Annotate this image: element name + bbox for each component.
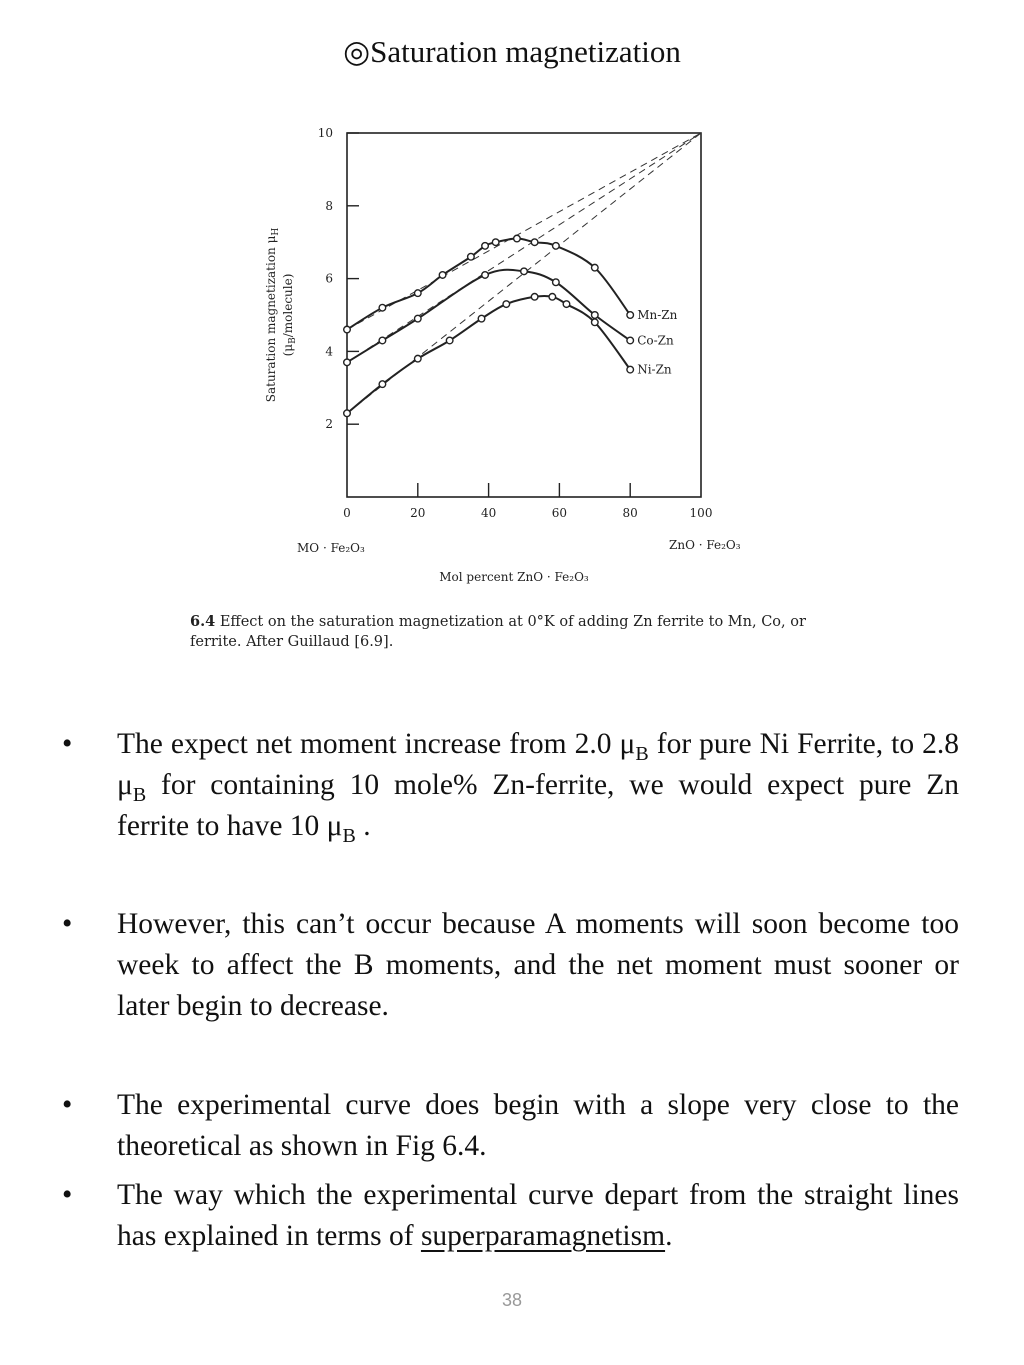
data-point <box>439 272 446 279</box>
theoretical-line <box>347 133 701 362</box>
data-point <box>415 290 422 297</box>
x-tick-label: 20 <box>410 506 426 520</box>
data-point <box>553 243 560 250</box>
y-axis-unit-label: $(\mu_B/molecule)$ <box>281 273 298 357</box>
y-tick-label: 2 <box>325 417 333 432</box>
data-point <box>627 312 634 319</box>
x-tick-label: 40 <box>480 506 497 520</box>
data-point <box>379 304 386 311</box>
series-label: Mn-Zn <box>637 308 678 322</box>
y-tick-label: 8 <box>325 198 333 213</box>
bullet-text-4: The way which the experimental curve depart from the straight lines has explained in terms of superparamagnetism. <box>117 1179 959 1252</box>
data-point <box>482 243 489 250</box>
figure-caption <box>190 612 870 652</box>
data-point <box>344 359 351 366</box>
x-tick-label: 100 <box>689 506 713 520</box>
x-axis-label: Mol percent ZnO · Fe₂O₃ <box>439 570 589 584</box>
bullet-dot: • <box>62 908 73 940</box>
data-point <box>344 326 351 333</box>
y-tick-label: 4 <box>325 344 333 359</box>
x-tick-label: 0 <box>343 506 351 520</box>
data-point <box>482 272 489 279</box>
data-point <box>627 366 634 373</box>
y-tick-label: 10 <box>317 126 333 140</box>
data-point <box>553 279 560 286</box>
slide-title: ◎Saturation magnetization <box>343 34 681 69</box>
figure-6-4 <box>180 120 880 680</box>
data-point <box>627 337 634 344</box>
bullet-text-3: The experimental curve does begin with a slope very close to the theoretical as shown in Fig 6.4. <box>117 1089 959 1162</box>
data-point <box>592 264 599 271</box>
data-point <box>563 301 570 308</box>
data-point <box>379 381 386 388</box>
data-point <box>531 239 538 246</box>
caption-text: Effect on the saturation magnetization at 0°K of adding Zn ferrite to Mn, Co, or <box>219 614 806 630</box>
x-right-endpoint-label: ZnO · Fe₂O₃ <box>669 538 741 552</box>
data-point <box>468 253 475 260</box>
bullet-text-2: However, this can’t occur because A moments will soon become too week to affect the B moments, and the net moment must sooner or later begin to decrease. <box>117 908 959 1022</box>
data-point <box>514 235 521 242</box>
data-point <box>379 337 386 344</box>
data-point <box>492 239 499 246</box>
data-point <box>344 410 351 417</box>
series-label: Ni-Zn <box>637 362 672 377</box>
data-point <box>592 319 599 326</box>
data-point <box>415 315 422 322</box>
bullet-text-1: The expect net moment increase from 2.0 $\mu_B$ for pure Ni Ferrite, to 2.8 $\mu_B$ for containing 10 mole% Zn-ferrite, we would expect pure Zn ferrite to have 10 $\mu_B$ . <box>117 728 959 847</box>
data-point <box>531 294 538 301</box>
data-point <box>592 312 599 319</box>
data-point <box>549 294 556 301</box>
data-point <box>521 268 528 275</box>
x-tick-label: 80 <box>622 506 638 520</box>
x-tick-label: 60 <box>551 506 568 520</box>
data-point <box>503 301 510 308</box>
data-point <box>415 355 422 362</box>
x-left-endpoint-label: MO · Fe₂O₃ <box>297 541 365 555</box>
y-axis-label: Saturation magnetization $\mu_H$ <box>264 227 281 403</box>
data-point <box>478 315 485 322</box>
data-point <box>446 337 453 344</box>
bullet-dot: • <box>62 728 73 760</box>
caption-number: 6.4 <box>190 613 216 630</box>
caption-text-2: ferrite. After Guillaud [6.9]. <box>190 634 394 650</box>
bullet-dot: • <box>62 1089 73 1121</box>
y-tick-label: 6 <box>325 271 333 286</box>
series-label: Co-Zn <box>637 333 674 348</box>
superparamagnetism-term: superparamagnetism <box>420 1220 666 1252</box>
series-curve <box>347 296 630 413</box>
bullet-dot: • <box>62 1179 73 1211</box>
page-number: 38 <box>501 1290 523 1310</box>
saturation-magnetization-chart <box>180 120 880 620</box>
